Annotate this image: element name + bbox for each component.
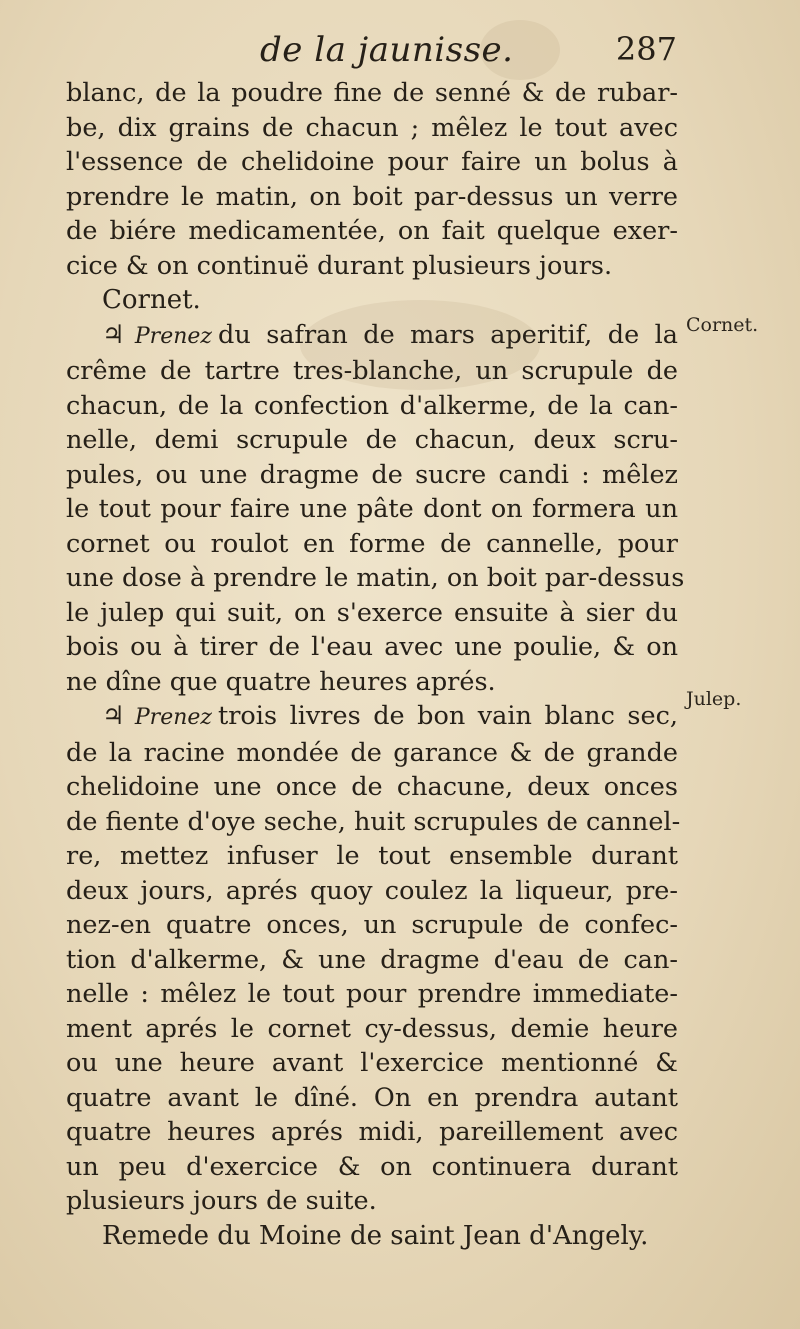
- text-line: quatre heures aprés midi, pareillement avec: [66, 1117, 678, 1147]
- text-line: prendre le matin, on boit par-dessus un verre: [66, 181, 678, 212]
- text-line: plusieurs jours de suite.: [66, 1186, 377, 1216]
- margin-note-julep: Julep.: [686, 688, 742, 710]
- text-line: nez-en quatre onces, un scrupule de confec-: [66, 910, 678, 940]
- text-line: de la racine mondée de garance & de grande: [66, 737, 678, 768]
- text-fragment: du safran de mars aperitif, de la: [218, 319, 678, 350]
- recipe-first-line: [66, 699, 678, 736]
- text-line: ment aprés le cornet cy-dessus, demie heure: [66, 1013, 678, 1044]
- text-line: chelidoine une once de chacune, deux onces: [66, 772, 678, 802]
- text-line: ne dîne que quatre heures aprés.: [66, 666, 496, 697]
- text-line: pules, ou une dragme de sucre candi : mêlez: [66, 459, 678, 490]
- text-line: le julep qui suit, on s'exerce ensuite à sier du: [66, 597, 678, 628]
- text-line: ou une heure avant l'exercice mentionné &: [66, 1048, 678, 1078]
- text-line: re, mettez infuser le tout ensemble durant: [66, 841, 678, 871]
- text-line: un peu d'exercice & on continuera durant: [66, 1151, 678, 1182]
- section-heading-cornet: Cornet.: [102, 285, 201, 315]
- margin-note-cornet: Cornet.: [686, 314, 759, 336]
- jupiter-symbol-icon: ♃: [102, 701, 125, 731]
- text-line: nelle : mêlez le tout pour prendre immediate-: [66, 979, 678, 1009]
- text-line: tion d'alkerme, & une dragme d'eau de can-: [66, 944, 678, 975]
- text-line: quatre avant le dîné. On en prendra autant: [66, 1082, 678, 1113]
- text-line: chacun, de la confection d'alkerme, de la can-: [66, 390, 678, 421]
- text-line: bois ou à tirer de l'eau avec une poulie, & on: [66, 632, 678, 662]
- text-line: crême de tartre tres-blanche, un scrupule de: [66, 356, 678, 386]
- text-line: de fiente d'oye seche, huit scrupules de cannel-: [66, 806, 681, 837]
- jupiter-symbol-icon: ♃: [102, 319, 125, 350]
- body-text: [66, 76, 685, 1253]
- page-number: 287: [615, 30, 677, 68]
- text-line: cornet ou roulot en forme de cannelle, pour: [66, 528, 678, 559]
- text-line: blanc, de la poudre fine de senné & de rubar-: [66, 78, 678, 108]
- text-line: be, dix grains de chacun ; mêlez le tout avec: [66, 112, 678, 143]
- text-fragment: trois livres de bon vain blanc sec,: [218, 701, 678, 731]
- text-line: de biére medicamentée, on fait quelque exer-: [66, 216, 678, 246]
- recipe-first-line: [66, 318, 678, 355]
- running-title: de la jaunisse.: [260, 30, 514, 70]
- prenez-word: Prenez: [134, 323, 212, 349]
- text-line: l'essence de chelidoine pour faire un bolus à: [66, 147, 678, 177]
- text-line: le tout pour faire une pâte dont on formera un: [66, 494, 678, 524]
- prenez-word: Prenez: [134, 705, 212, 730]
- page-header: [60, 22, 685, 72]
- text-line: nelle, demi scrupule de chacun, deux scru-: [66, 425, 678, 455]
- section-heading-remede: Remede du Moine de saint Jean d'Angely.: [102, 1220, 649, 1251]
- text-line: deux jours, aprés quoy coulez la liqueur, pre-: [66, 875, 678, 906]
- text-line: une dose à prendre le matin, on boit par-dessus: [66, 563, 685, 593]
- text-line: cice & on continuë durant plusieurs jours.: [66, 250, 613, 281]
